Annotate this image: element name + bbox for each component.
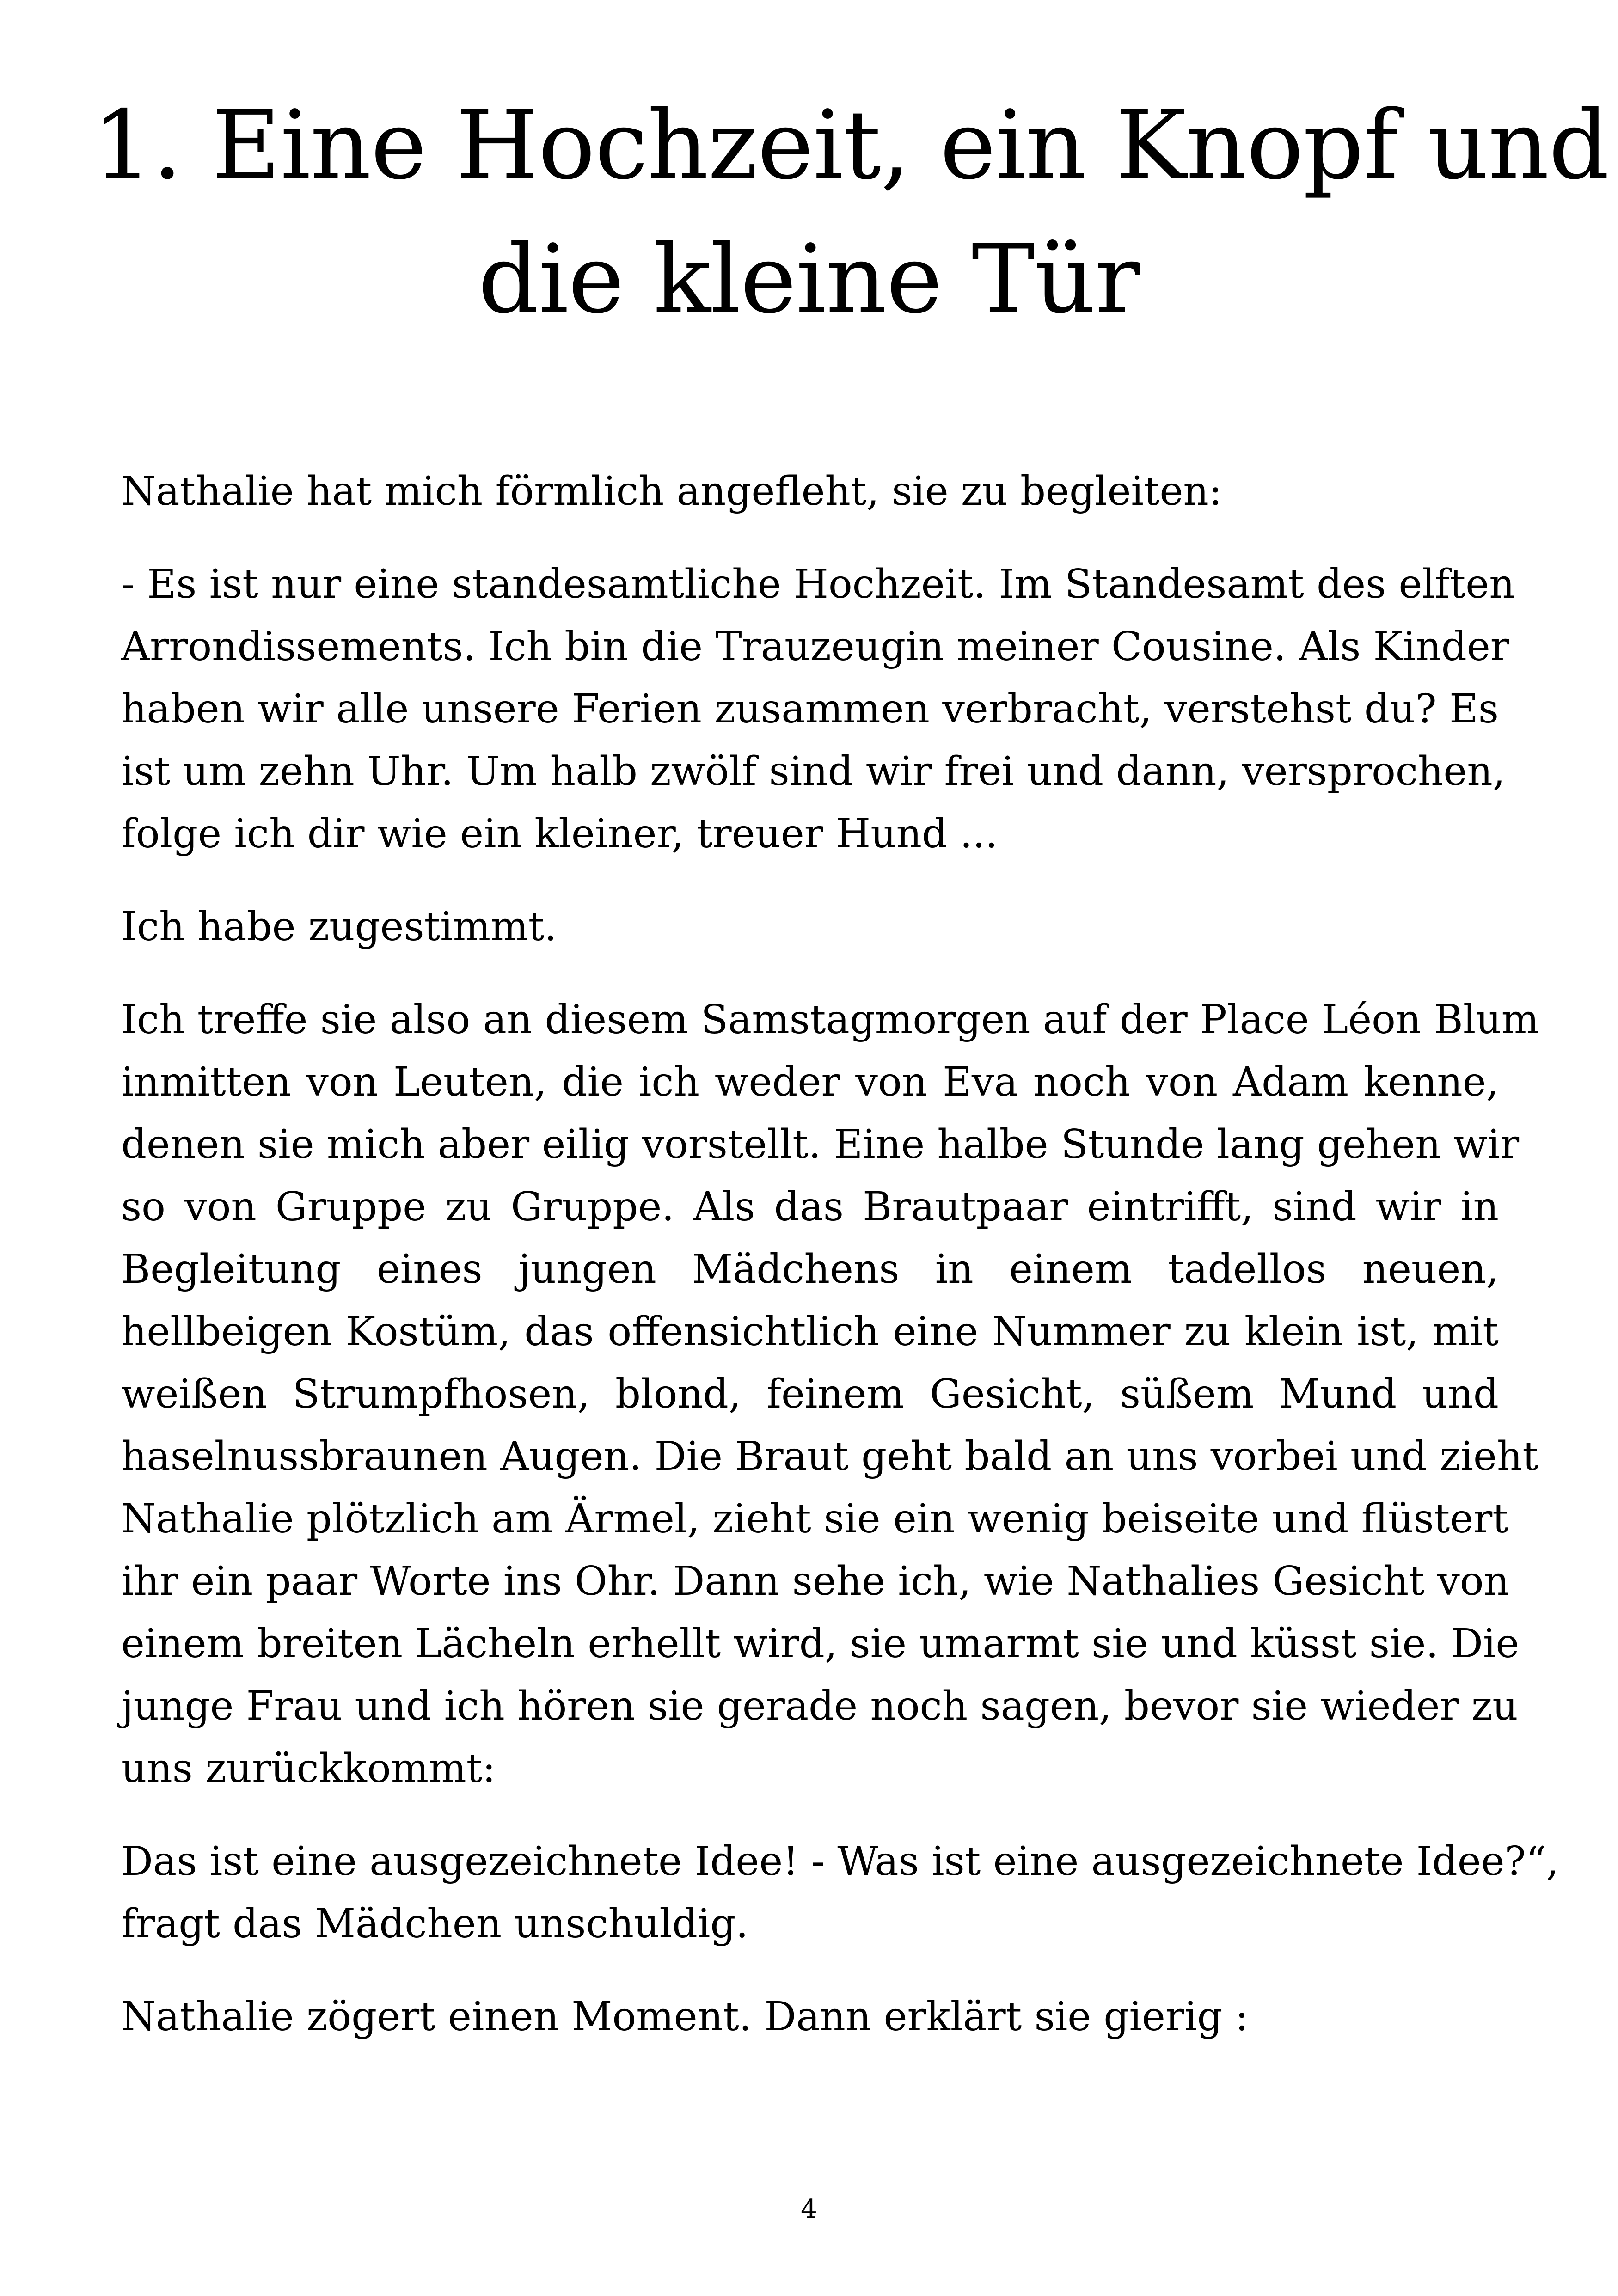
text-line: Begleitung eines jungen Mädchens in einem tadellos neuen, — [121, 1246, 1499, 1292]
text-line: hellbeigen Kostüm, das offensichtlich eine Nummer zu klein ist, mit — [121, 1309, 1499, 1355]
text-line: Das ist eine ausgezeichnete Idee! - Was ist eine ausgezeichnete Idee?“, — [121, 1838, 1559, 1885]
text-line: ihr ein paar Worte ins Ohr. Dann sehe ich, wie Nathalies Gesicht von — [121, 1558, 1509, 1604]
text-line: einem breiten Lächeln erhellt wird, sie umarmt sie und küsst sie. Die — [121, 1621, 1520, 1667]
text-line: haben wir alle unsere Ferien zusammen verbracht, verstehst du? Es — [121, 686, 1499, 732]
chapter-body — [121, 460, 1559, 2079]
text-line: Nathalie plötzlich am Ärmel, zieht sie ein wenig beiseite und flüstert — [121, 1496, 1508, 1542]
text-line: Arrondissements. Ich bin die Trauzeugin meiner Cousine. Als Kinder — [121, 624, 1509, 670]
text-line: uns zurückkommt: — [121, 1745, 496, 1792]
text-line: ist um zehn Uhr. Um halb zwölf sind wir frei und dann, versprochen, — [121, 748, 1506, 795]
text-line: folge ich dir wie ein kleiner, treuer Hund ... — [121, 811, 998, 857]
paragraph — [121, 1831, 1559, 1955]
paragraph — [121, 989, 1539, 1800]
text-line: Nathalie zögert einen Moment. Dann erklärt sie gierig : — [121, 1994, 1249, 2040]
text-line: haselnussbraunen Augen. Die Braut geht bald an uns vorbei und zieht — [121, 1433, 1538, 1480]
chapter-title-line: 1. Eine Hochzeit, ein Knopf und — [92, 91, 1609, 201]
text-line: so von Gruppe zu Gruppe. Als das Brautpaar eintrifft, sind wir in — [121, 1184, 1499, 1230]
page-number: 4 — [801, 2194, 817, 2224]
text-line: Ich habe zugestimmt. — [121, 904, 557, 950]
paragraph — [121, 460, 1499, 523]
text-line: junge Frau und ich hören sie gerade noch sagen, bevor sie wieder zu — [121, 1683, 1518, 1729]
text-line: weißen Strumpfhosen, blond, feinem Gesicht, süßem Mund und — [121, 1371, 1499, 1417]
text-line: Nathalie hat mich förmlich angefleht, sie zu begleiten: — [121, 468, 1222, 514]
text-line: - Es ist nur eine standesamtliche Hochzeit. Im Standesamt des elften — [121, 561, 1515, 607]
text-line: denen sie mich aber eilig vorstellt. Eine halbe Stunde lang gehen wir — [121, 1121, 1520, 1168]
chapter-title — [92, 79, 1609, 347]
text-line: inmitten von Leuten, die ich weder von Eva noch von Adam kenne, — [121, 1059, 1499, 1105]
paragraph — [121, 896, 1499, 958]
text-line: fragt das Mädchen unschuldig. — [121, 1901, 748, 1947]
paragraph — [121, 553, 1515, 865]
text-line: Ich treffe sie also an diesem Samstagmorgen auf der Place Léon Blum — [121, 997, 1539, 1043]
chapter-title-line: die kleine Tür — [478, 225, 1140, 335]
paragraph — [121, 1986, 1499, 2048]
